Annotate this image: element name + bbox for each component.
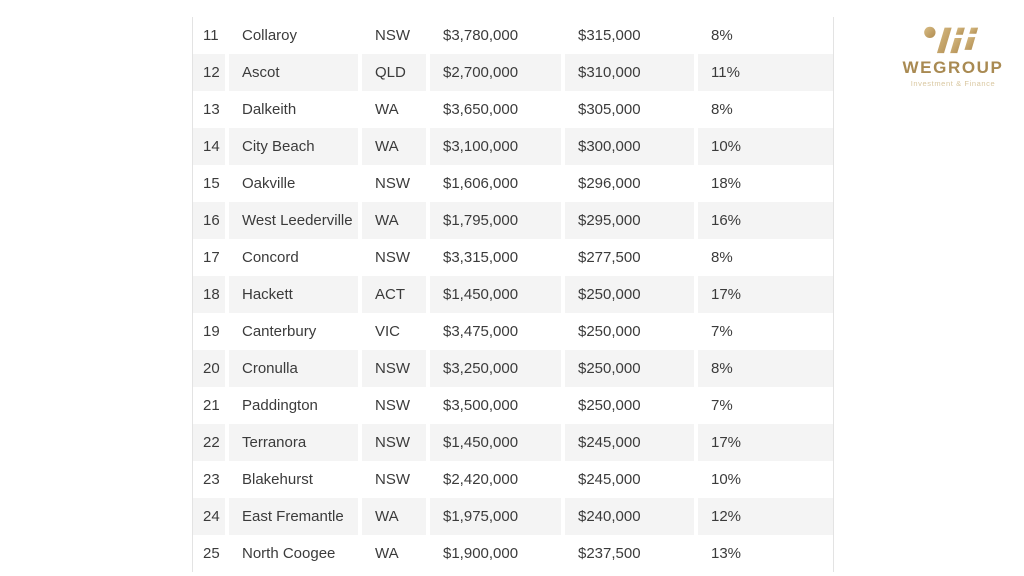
brand-tagline: Investment & Finance (910, 78, 996, 88)
rank-cell: 19 (193, 313, 229, 350)
growth-cell: $250,000 (565, 313, 698, 350)
rank-cell: 15 (193, 165, 229, 202)
percent-cell: 7% (698, 387, 833, 424)
wegroup-monogram-icon (917, 22, 989, 56)
state-cell: NSW (362, 239, 430, 276)
price-cell: $1,900,000 (430, 535, 565, 572)
suburb-cell: Concord (229, 239, 362, 276)
table-row (193, 202, 833, 239)
percent-cell: 7% (698, 313, 833, 350)
table-row (193, 461, 833, 498)
price-cell: $3,250,000 (430, 350, 565, 387)
growth-cell: $240,000 (565, 498, 698, 535)
suburb-cell: East Fremantle (229, 498, 362, 535)
state-cell: NSW (362, 165, 430, 202)
suburb-cell: Terranora (229, 424, 362, 461)
suburb-cell: Ascot (229, 54, 362, 91)
table-row (193, 313, 833, 350)
price-cell: $3,780,000 (430, 17, 565, 54)
state-cell: NSW (362, 387, 430, 424)
suburb-cell: Blakehurst (229, 461, 362, 498)
growth-cell: $250,000 (565, 387, 698, 424)
state-cell: NSW (362, 424, 430, 461)
rank-cell: 17 (193, 239, 229, 276)
price-cell: $2,700,000 (430, 54, 565, 91)
price-cell: $3,100,000 (430, 128, 565, 165)
rank-cell: 24 (193, 498, 229, 535)
table-row (193, 239, 833, 276)
suburb-cell: North Coogee (229, 535, 362, 572)
state-cell: ACT (362, 276, 430, 313)
rank-cell: 18 (193, 276, 229, 313)
table-row (193, 424, 833, 461)
rank-cell: 22 (193, 424, 229, 461)
state-cell: NSW (362, 17, 430, 54)
wegroup-logo (892, 22, 1014, 88)
price-cell: $2,420,000 (430, 461, 565, 498)
price-cell: $3,315,000 (430, 239, 565, 276)
percent-cell: 11% (698, 54, 833, 91)
state-cell: WA (362, 91, 430, 128)
percent-cell: 18% (698, 165, 833, 202)
brand-name: WEGROUP (902, 58, 1004, 77)
table-row (193, 91, 833, 128)
percent-cell: 10% (698, 461, 833, 498)
growth-cell: $250,000 (565, 350, 698, 387)
suburb-cell: West Leederville (229, 202, 362, 239)
suburb-cell: Oakville (229, 165, 362, 202)
state-cell: WA (362, 202, 430, 239)
suburb-cell: Collaroy (229, 17, 362, 54)
price-cell: $1,975,000 (430, 498, 565, 535)
price-cell: $1,606,000 (430, 165, 565, 202)
growth-cell: $300,000 (565, 128, 698, 165)
rank-cell: 12 (193, 54, 229, 91)
percent-cell: 10% (698, 128, 833, 165)
price-cell: $3,650,000 (430, 91, 565, 128)
state-cell: NSW (362, 461, 430, 498)
growth-cell: $315,000 (565, 17, 698, 54)
state-cell: WA (362, 498, 430, 535)
rank-cell: 21 (193, 387, 229, 424)
rank-cell: 25 (193, 535, 229, 572)
state-cell: VIC (362, 313, 430, 350)
table-row (193, 498, 833, 535)
growth-cell: $250,000 (565, 276, 698, 313)
percent-cell: 8% (698, 17, 833, 54)
growth-cell: $237,500 (565, 535, 698, 572)
suburb-ranking-table-wrap (192, 17, 834, 572)
percent-cell: 13% (698, 535, 833, 572)
table-row (193, 387, 833, 424)
table-row (193, 276, 833, 313)
table-row (193, 350, 833, 387)
percent-cell: 17% (698, 276, 833, 313)
growth-cell: $277,500 (565, 239, 698, 276)
suburb-cell: Paddington (229, 387, 362, 424)
price-cell: $1,450,000 (430, 276, 565, 313)
rank-cell: 11 (193, 17, 229, 54)
growth-cell: $310,000 (565, 54, 698, 91)
growth-cell: $296,000 (565, 165, 698, 202)
suburb-ranking-table (192, 17, 834, 572)
state-cell: QLD (362, 54, 430, 91)
state-cell: WA (362, 535, 430, 572)
percent-cell: 12% (698, 498, 833, 535)
price-cell: $1,450,000 (430, 424, 565, 461)
percent-cell: 17% (698, 424, 833, 461)
table-row (193, 54, 833, 91)
percent-cell: 8% (698, 239, 833, 276)
price-cell: $3,475,000 (430, 313, 565, 350)
growth-cell: $295,000 (565, 202, 698, 239)
rank-cell: 23 (193, 461, 229, 498)
rank-cell: 13 (193, 91, 229, 128)
growth-cell: $245,000 (565, 461, 698, 498)
suburb-cell: Cronulla (229, 350, 362, 387)
growth-cell: $305,000 (565, 91, 698, 128)
percent-cell: 16% (698, 202, 833, 239)
table-row (193, 165, 833, 202)
suburb-cell: Canterbury (229, 313, 362, 350)
price-cell: $3,500,000 (430, 387, 565, 424)
table-row (193, 128, 833, 165)
price-cell: $1,795,000 (430, 202, 565, 239)
growth-cell: $245,000 (565, 424, 698, 461)
percent-cell: 8% (698, 91, 833, 128)
suburb-cell: Dalkeith (229, 91, 362, 128)
state-cell: NSW (362, 350, 430, 387)
suburb-cell: City Beach (229, 128, 362, 165)
suburb-cell: Hackett (229, 276, 362, 313)
table-row (193, 17, 833, 54)
table-row (193, 535, 833, 572)
state-cell: WA (362, 128, 430, 165)
rank-cell: 20 (193, 350, 229, 387)
rank-cell: 16 (193, 202, 229, 239)
rank-cell: 14 (193, 128, 229, 165)
percent-cell: 8% (698, 350, 833, 387)
